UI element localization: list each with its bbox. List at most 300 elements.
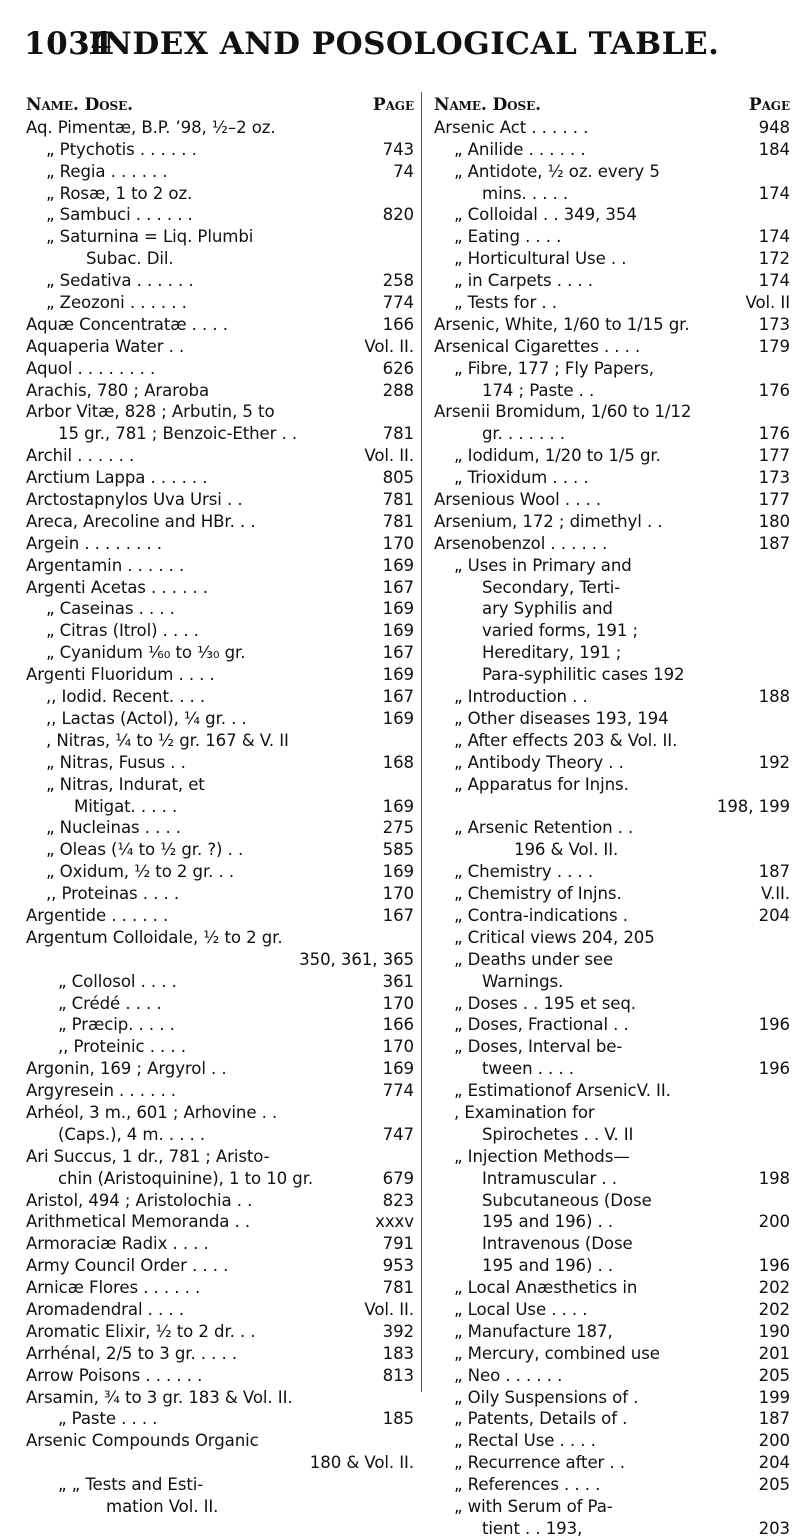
entry-text: „ Præcip. . . . . — [58, 1015, 175, 1035]
entry-text: Arsenic Act . . . . . . — [434, 117, 589, 137]
entry-text: „ Critical views 204, 205 — [454, 927, 655, 947]
entry-text: Arsenium, 172 ; dimethyl . . — [434, 511, 663, 531]
index-entry — [434, 380, 790, 402]
entry-page: 199 — [758, 1387, 790, 1407]
index-entry — [434, 1452, 790, 1474]
index-entry — [26, 533, 414, 555]
index-entry — [26, 161, 414, 183]
index-entry — [26, 467, 414, 489]
entry-page: 187 — [758, 1409, 790, 1429]
entry-text: „ Introduction . . — [454, 687, 588, 707]
index-entry — [26, 817, 414, 839]
entry-page: Vol. II. — [364, 1299, 414, 1319]
index-entry — [26, 1277, 414, 1299]
entry-page: 781 — [382, 490, 414, 510]
entry-text: Secondary, Terti- — [482, 577, 621, 597]
index-entry — [434, 1365, 790, 1387]
entry-text: ,, Proteinas . . . . — [46, 884, 180, 904]
index-entry — [26, 511, 414, 533]
index-entry — [434, 314, 790, 336]
entry-text: „ Anilide . . . . . . — [454, 139, 586, 159]
entry-text: Subcutaneous (Dose — [482, 1190, 652, 1210]
entry-text: „ Sambuci . . . . . . — [46, 205, 193, 225]
entry-text: Name. Dose. — [26, 95, 133, 115]
entry-text: „ Fibre, 177 ; Fly Papers, — [454, 358, 654, 378]
entry-page: 585 — [382, 840, 414, 860]
entry-page: 170 — [382, 533, 414, 553]
entry-page: 169 — [382, 1059, 414, 1079]
entry-page: 198 — [758, 1168, 790, 1188]
entry-text: 198, 199 — [716, 796, 790, 816]
index-entry — [434, 511, 790, 533]
entry-text: „ Zeozoni . . . . . . — [46, 293, 187, 313]
index-entry — [434, 1211, 790, 1233]
entry-page: 774 — [382, 1081, 414, 1101]
entry-page: Vol. II. — [364, 336, 414, 356]
index-entry — [434, 1387, 790, 1409]
entry-page: 169 — [382, 796, 414, 816]
entry-text: „ Sedativa . . . . . . — [46, 271, 194, 291]
index-entry — [434, 139, 790, 161]
index-entry — [26, 905, 414, 927]
entry-text: „ Deaths under see — [454, 949, 614, 969]
index-entry — [434, 993, 790, 1015]
entry-page: 170 — [382, 884, 414, 904]
entry-page: 172 — [758, 249, 790, 269]
entry-text: Army Council Order . . . . — [26, 1256, 229, 1276]
entry-text: Argentum Colloidale, ½ to 2 gr. — [26, 927, 283, 947]
index-entry — [26, 796, 414, 818]
entry-page: Page — [748, 95, 790, 115]
index-entry — [434, 817, 790, 839]
entry-page: 169 — [382, 665, 414, 685]
entry-text: Aristol, 494 ; Aristolochia . . — [26, 1190, 253, 1210]
entry-page: 192 — [758, 752, 790, 772]
index-entry — [26, 1036, 414, 1058]
entry-page: 781 — [382, 511, 414, 531]
entry-page: 275 — [382, 818, 414, 838]
entry-page: 392 — [382, 1321, 414, 1341]
entry-text: ,, Proteinic . . . . — [58, 1037, 186, 1057]
entry-text: 196 & Vol. II. — [514, 840, 619, 860]
entry-page: 205 — [758, 1475, 790, 1495]
index-entry — [434, 183, 790, 205]
index-entry — [26, 642, 414, 664]
entry-text: „ Tests for . . — [454, 293, 557, 313]
entry-text: Aromadendral . . . . — [26, 1299, 184, 1319]
entry-text: Name. Dose. — [434, 95, 541, 115]
index-entry — [26, 226, 414, 248]
index-entry — [434, 1014, 790, 1036]
entry-page: 174 — [758, 183, 790, 203]
entry-page: 187 — [758, 862, 790, 882]
index-entry — [434, 1233, 790, 1255]
index-entry — [26, 1408, 414, 1430]
index-entry — [434, 686, 790, 708]
entry-text: „ Oleas (¼ to ½ gr. ?) . . — [46, 840, 244, 860]
entry-text: „ Manufacture 187, — [454, 1321, 613, 1341]
entry-page: V.II. — [760, 884, 790, 904]
index-entry — [434, 642, 790, 664]
index-entry — [26, 1430, 414, 1452]
entry-page: Vol. II — [745, 293, 790, 313]
entry-text: , Nitras, ¼ to ½ gr. 167 & V. II — [46, 730, 289, 750]
entry-page: 173 — [758, 468, 790, 488]
entry-text: Warnings. — [482, 971, 564, 991]
index-entry — [434, 1255, 790, 1277]
index-entry — [434, 117, 790, 139]
entry-page: 184 — [758, 139, 790, 159]
entry-text: ary Syphilis and — [482, 599, 613, 619]
index-entry — [434, 1102, 790, 1124]
index-entry — [26, 1496, 414, 1518]
entry-text: Arrhénal, 2/5 to 3 gr. . . . . — [26, 1343, 238, 1363]
entry-page: xxxv — [375, 1212, 414, 1232]
entry-text: „ Local Use . . . . — [454, 1299, 588, 1319]
entry-text: mins. . . . . — [482, 183, 569, 203]
page-title: INDEX AND POSOLOGICAL TABLE. — [88, 26, 720, 62]
entry-text: 15 gr., 781 ; Benzoic-Ether . . — [58, 424, 298, 444]
entry-text: „ Other diseases 193, 194 — [454, 708, 669, 728]
index-entry — [26, 839, 414, 861]
entry-text: Aq. Pimentæ, B.P. ’98, ½–2 oz. — [26, 117, 276, 137]
index-entry — [434, 883, 790, 905]
index-entry — [26, 1343, 414, 1365]
index-entry — [434, 226, 790, 248]
entry-text: Mitigat. . . . . — [74, 796, 178, 816]
index-entry — [434, 1518, 790, 1540]
entry-text: „ Collosol . . . . — [58, 971, 177, 991]
entry-page: 179 — [758, 336, 790, 356]
entry-text: Arsenious Wool . . . . — [434, 490, 602, 510]
index-entry — [434, 1299, 790, 1321]
entry-page: 774 — [382, 293, 414, 313]
entry-text: ,, Iodid. Recent. . . . — [46, 687, 206, 707]
entry-text: Arsenical Cigarettes . . . . — [434, 336, 641, 356]
index-entry — [434, 1343, 790, 1365]
index-entry — [434, 839, 790, 861]
entry-page: 791 — [382, 1234, 414, 1254]
entry-text: gr. . . . . . . — [482, 424, 565, 444]
entry-text: Arnicæ Flores . . . . . . — [26, 1278, 201, 1298]
index-entry — [434, 905, 790, 927]
entry-text: Ari Succus, 1 dr., 781 ; Aristo- — [26, 1146, 270, 1166]
entry-text: Arrow Poisons . . . . . . — [26, 1365, 203, 1385]
entry-page: 180 — [758, 511, 790, 531]
entry-text: „ Local Anæsthetics in — [454, 1278, 638, 1298]
index-entry — [434, 577, 790, 599]
entry-text: „ Trioxidum . . . . — [454, 468, 589, 488]
entry-text: 195 and 196) . . — [482, 1212, 614, 1232]
index-entry — [26, 752, 414, 774]
index-entry — [26, 861, 414, 883]
entry-page: 813 — [382, 1365, 414, 1385]
entry-text: „ Antibody Theory . . — [454, 752, 624, 772]
entry-page: 167 — [382, 687, 414, 707]
index-entry — [434, 423, 790, 445]
index-entry — [26, 1102, 414, 1124]
entry-page: 196 — [758, 1015, 790, 1035]
index-entry — [434, 708, 790, 730]
entry-text: chin (Aristoquinine), 1 to 10 gr. — [58, 1168, 314, 1188]
entry-text: Arbor Vitæ, 828 ; Arbutin, 5 to — [26, 402, 275, 422]
entry-page: 205 — [758, 1365, 790, 1385]
entry-text: „ Crédé . . . . — [58, 993, 162, 1013]
entry-text: Argenti Fluoridum . . . . — [26, 665, 215, 685]
entry-text: Areca, Arecoline and HBr. . . — [26, 511, 256, 531]
entry-text: „ Horticultural Use . . — [454, 249, 627, 269]
entry-text: tween . . . . — [482, 1059, 574, 1079]
entry-page: 169 — [382, 621, 414, 641]
entry-text: mation Vol. II. — [106, 1497, 219, 1516]
index-column-left — [26, 95, 414, 1518]
index-entry — [434, 1124, 790, 1146]
entry-text: „ Patents, Details of . — [454, 1409, 628, 1429]
entry-text: (Caps.), 4 m. . . . . — [58, 1124, 206, 1144]
entry-text: Arsenic Compounds Organic — [26, 1431, 259, 1451]
index-entry — [26, 1124, 414, 1146]
column-header — [26, 95, 414, 117]
entry-text: 350, 361, 365 — [299, 949, 414, 969]
index-entry — [26, 358, 414, 380]
entry-text: „ Doses . . 195 et seq. — [454, 993, 636, 1013]
index-entry — [434, 555, 790, 577]
index-entry — [26, 1014, 414, 1036]
entry-page: 177 — [758, 490, 790, 510]
index-entry — [434, 401, 790, 423]
index-entry — [434, 1036, 790, 1058]
entry-text: „ References . . . . — [454, 1475, 601, 1495]
entry-page: 747 — [382, 1124, 414, 1144]
entry-text: Arsamin, ¾ to 3 gr. 183 & Vol. II. — [26, 1387, 293, 1407]
index-entry — [26, 380, 414, 402]
entry-text: „ Nitras, Indurat, et — [46, 774, 205, 794]
index-entry — [434, 1168, 790, 1190]
entry-page: 204 — [758, 905, 790, 925]
entry-page: 203 — [758, 1518, 790, 1538]
index-entry — [434, 1496, 790, 1518]
index-entry — [434, 358, 790, 380]
index-entry — [434, 445, 790, 467]
index-entry — [434, 971, 790, 993]
entry-page: 820 — [382, 205, 414, 225]
entry-text: „ Uses in Primary and — [454, 555, 632, 575]
index-entry — [434, 1408, 790, 1430]
index-entry — [434, 204, 790, 226]
index-entry — [26, 730, 414, 752]
entry-text: Aromatic Elixir, ½ to 2 dr. . . — [26, 1321, 256, 1341]
index-entry — [26, 248, 414, 270]
entry-page: 188 — [758, 687, 790, 707]
entry-text: „ Colloidal . . 349, 354 — [454, 205, 637, 225]
index-entry — [26, 183, 414, 205]
entry-page: 169 — [382, 555, 414, 575]
index-entry — [434, 598, 790, 620]
entry-page: 781 — [382, 1278, 414, 1298]
entry-page: 679 — [382, 1168, 414, 1188]
index-entry — [434, 1080, 790, 1102]
entry-text: „ Contra-indications . — [454, 905, 628, 925]
entry-text: „ with Serum of Pa- — [454, 1497, 613, 1516]
entry-page: 167 — [382, 577, 414, 597]
index-entry — [26, 314, 414, 336]
index-entry — [434, 1146, 790, 1168]
index-entry — [26, 270, 414, 292]
index-entry — [434, 336, 790, 358]
index-entry — [26, 292, 414, 314]
index-entry — [434, 533, 790, 555]
index-entry — [26, 883, 414, 905]
entry-text: Aquol . . . . . . . . — [26, 358, 156, 378]
entry-text: „ Neo . . . . . . — [454, 1365, 563, 1385]
entry-text: varied forms, 191 ; — [482, 621, 638, 641]
entry-page: 177 — [758, 446, 790, 466]
index-entry — [26, 927, 414, 949]
entry-text: „ Nucleinas . . . . — [46, 818, 181, 838]
entry-text: „ Recurrence after . . — [454, 1453, 625, 1473]
column-header — [434, 95, 790, 117]
entry-text: „ Cyanidum ¹⁄₆₀ to ¹⁄₃₀ gr. — [46, 643, 246, 663]
entry-text: Arithmetical Memoranda . . — [26, 1212, 251, 1232]
entry-text: Argenti Acetas . . . . . . — [26, 577, 208, 597]
entry-text: „ Doses, Fractional . . — [454, 1015, 629, 1035]
index-entry — [434, 664, 790, 686]
index-entry — [26, 139, 414, 161]
entry-text: „ Regia . . . . . . — [46, 161, 168, 181]
entry-page: 167 — [382, 643, 414, 663]
entry-text: 174 ; Paste . . — [482, 380, 595, 400]
index-entry — [434, 861, 790, 883]
index-entry — [434, 927, 790, 949]
index-entry — [26, 971, 414, 993]
entry-text: „ Iodidum, 1/20 to 1/5 gr. — [454, 446, 661, 466]
entry-page: 196 — [758, 1256, 790, 1276]
index-entry — [26, 664, 414, 686]
entry-text: „ Chemistry . . . . — [454, 862, 594, 882]
index-entry — [26, 708, 414, 730]
index-entry — [434, 1277, 790, 1299]
entry-text: Armoraciæ Radix . . . . — [26, 1234, 209, 1254]
entry-text: „ in Carpets . . . . — [454, 271, 593, 291]
entry-page: 190 — [758, 1321, 790, 1341]
entry-page: 167 — [382, 905, 414, 925]
index-column-right — [434, 95, 790, 1540]
entry-page: Vol. II. — [364, 446, 414, 466]
index-entry — [434, 1321, 790, 1343]
entry-text: Aquæ Concentratæ . . . . — [26, 314, 228, 334]
index-entry — [434, 467, 790, 489]
index-entry — [26, 445, 414, 467]
entry-text: Arsenic, White, 1/60 to 1/15 gr. — [434, 314, 690, 334]
index-entry — [26, 686, 414, 708]
entry-page: 361 — [382, 971, 414, 991]
index-entry — [26, 401, 414, 423]
index-entry — [26, 117, 414, 139]
entry-page: 174 — [758, 271, 790, 291]
index-entry — [434, 1190, 790, 1212]
entry-page: 953 — [382, 1256, 414, 1276]
index-entry — [26, 1321, 414, 1343]
entry-page: 176 — [758, 380, 790, 400]
index-entry — [434, 1058, 790, 1080]
index-entry — [26, 1365, 414, 1387]
entry-text: „ Ptychotis . . . . . . — [46, 139, 197, 159]
entry-text: „ Injection Methods— — [454, 1146, 630, 1166]
index-entry — [26, 204, 414, 226]
entry-text: „ Apparatus for Injns. — [454, 774, 629, 794]
entry-page: 74 — [393, 161, 414, 181]
entry-page: 201 — [758, 1343, 790, 1363]
entry-text: 195 and 196) . . — [482, 1256, 614, 1276]
entry-page: 173 — [758, 314, 790, 334]
entry-text: , Examination for — [454, 1102, 595, 1122]
entry-text: „ „ Tests and Esti- — [58, 1475, 204, 1495]
entry-page: 185 — [382, 1409, 414, 1429]
index-entry — [26, 1211, 414, 1233]
entry-page: 805 — [382, 468, 414, 488]
entry-text: „ Antidote, ½ oz. every 5 — [454, 161, 660, 181]
entry-text: „ Doses, Interval be- — [454, 1037, 623, 1057]
index-entry — [26, 774, 414, 796]
entry-text: tient . . 193, — [482, 1518, 583, 1538]
entry-text: Arachis, 780 ; Araroba — [26, 380, 210, 400]
entry-page: 169 — [382, 708, 414, 728]
entry-text: „ Oily Suspensions of . — [454, 1387, 639, 1407]
entry-text: „ Estimationof ArsenicV. II. — [454, 1081, 671, 1101]
entry-page: 200 — [758, 1431, 790, 1451]
page-number: 1034 — [24, 26, 113, 62]
index-entry — [434, 620, 790, 642]
entry-text: 180 & Vol. II. — [309, 1453, 414, 1473]
entry-text: „ Rectal Use . . . . — [454, 1431, 596, 1451]
entry-page: 823 — [382, 1190, 414, 1210]
entry-page: 176 — [758, 424, 790, 444]
index-entry — [26, 336, 414, 358]
entry-text: „ Eating . . . . — [454, 227, 562, 247]
entry-page: 170 — [382, 1037, 414, 1057]
entry-page: 169 — [382, 862, 414, 882]
entry-text: „ Paste . . . . — [58, 1409, 158, 1429]
entry-page: 166 — [382, 1015, 414, 1035]
index-entry — [26, 620, 414, 642]
entry-page: 183 — [382, 1343, 414, 1363]
index-entry — [434, 796, 790, 818]
entry-page: 288 — [382, 380, 414, 400]
entry-page: 200 — [758, 1212, 790, 1232]
index-entry — [434, 248, 790, 270]
index-entry — [26, 1452, 414, 1474]
index-entry — [26, 1233, 414, 1255]
entry-text: „ Chemistry of Injns. — [454, 884, 622, 904]
entry-page: 196 — [758, 1059, 790, 1079]
entry-page: 187 — [758, 533, 790, 553]
index-entry — [26, 598, 414, 620]
index-entry — [26, 1299, 414, 1321]
entry-text: „ Caseinas . . . . — [46, 599, 175, 619]
index-entry — [434, 489, 790, 511]
entry-text: Arctostapnylos Uva Ursi . . — [26, 490, 243, 510]
page-header — [24, 22, 784, 66]
entry-text: Intravenous (Dose — [482, 1234, 633, 1254]
entry-page: 204 — [758, 1453, 790, 1473]
entry-text: „ Mercury, combined use — [454, 1343, 660, 1363]
entry-text: „ Arsenic Retention . . — [454, 818, 634, 838]
index-entry — [434, 292, 790, 314]
entry-text: Argyresein . . . . . . — [26, 1081, 176, 1101]
entry-page: 168 — [382, 752, 414, 772]
index-entry — [434, 270, 790, 292]
index-entry — [26, 555, 414, 577]
